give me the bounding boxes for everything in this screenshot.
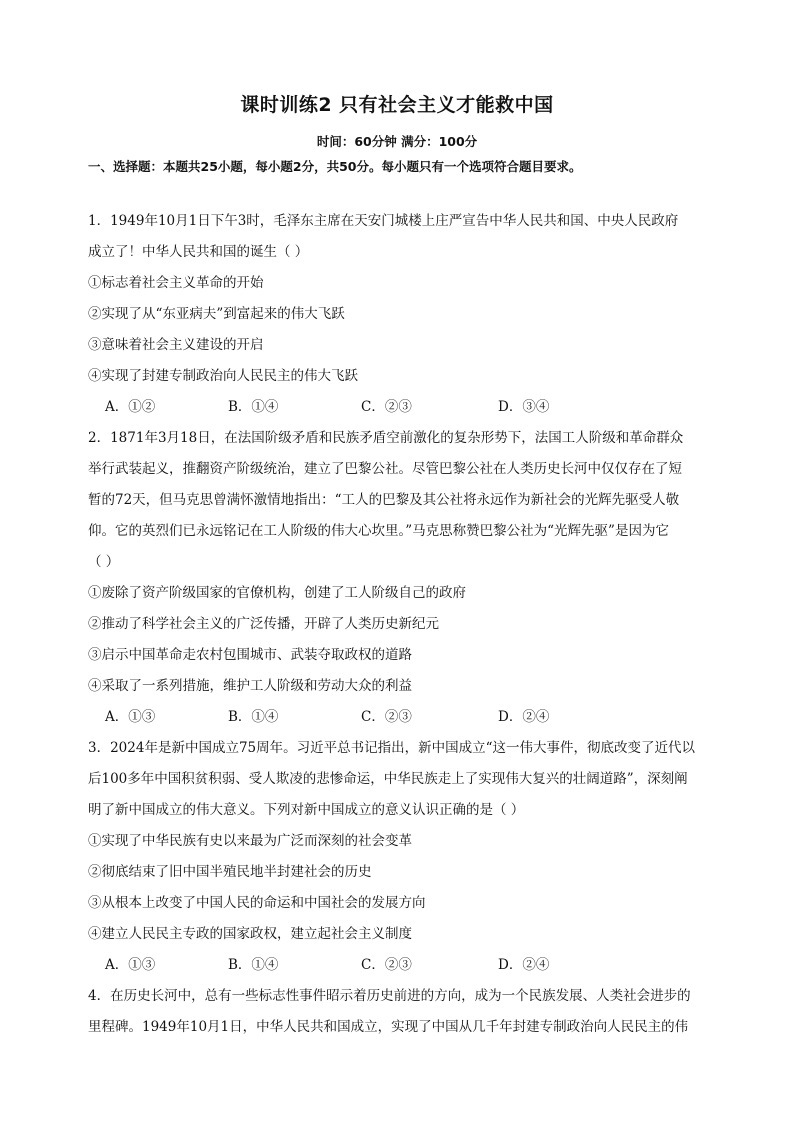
question-3-item: ①实现了中华民族有史以来最为广泛而深刻的社会变革 bbox=[88, 833, 412, 849]
exam-info: 时间：60分钟 满分：100分 bbox=[316, 134, 478, 149]
option-d[interactable]: D．③④ bbox=[498, 399, 550, 415]
question-2-stem-line: 举行武装起义，推翻资产阶级统治，建立了巴黎公社。尽管巴黎公社在人类历史长河中仅仅存在了短 bbox=[88, 461, 682, 477]
question-2-stem-line: 仰。它的英烈们已永远铭记在工人阶级的伟大心坎里。”马克思称赞巴黎公社为“光辉先驱”是因为它 bbox=[88, 523, 669, 539]
question-2-item: ④采取了一系列措施，维护工人阶级和劳动大众的利益 bbox=[88, 678, 412, 694]
question-2-item: ③启示中国革命走农村包围城市、武装夺取政权的道路 bbox=[88, 647, 412, 663]
question-2-options bbox=[105, 708, 705, 726]
section-heading: 一、选择题：本题共25小题，每小题2分，共50分。每小题只有一个选项符合题目要求。 bbox=[88, 159, 582, 174]
option-c[interactable]: C．②③ bbox=[361, 957, 412, 973]
question-3-stem-line: 后100多年中国积贫积弱、受人欺凌的悲惨命运，中华民族走上了实现伟大复兴的壮阔道路”，深刻阐 bbox=[88, 771, 688, 787]
question-3-options bbox=[105, 956, 705, 974]
option-b[interactable]: B．①④ bbox=[228, 399, 279, 415]
option-a[interactable]: A．①③ bbox=[105, 709, 156, 725]
question-1-stem-line: 成立了！中华人民共和国的诞生（ ） bbox=[88, 244, 309, 260]
question-4-stem-line: 4．在历史长河中，总有一些标志性事件昭示着历史前进的方向，成为一个民族发展、人类社会进步的 bbox=[88, 988, 691, 1004]
question-1-item: ④实现了封建专制政治向人民民主的伟大飞跃 bbox=[88, 368, 358, 384]
question-4-stem-line: 里程碑。1949年10月1日，中华人民共和国成立，实现了中国从几千年封建专制政治向人民民主的伟 bbox=[88, 1019, 689, 1035]
page-title: 课时训练2 只有社会主义才能救中国 bbox=[240, 94, 554, 116]
question-1-stem-line: 1．1949年10月1日下午3时，毛泽东主席在天安门城楼上庄严宣告中华人民共和国、中央人民政府 bbox=[88, 213, 679, 229]
option-d[interactable]: D．②④ bbox=[498, 957, 550, 973]
question-2-stem-line: 暂的72天，但马克思曾满怀激情地指出：“工人的巴黎及其公社将永远作为新社会的光辉先驱受人敬 bbox=[88, 492, 680, 508]
option-c[interactable]: C．②③ bbox=[361, 399, 412, 415]
question-2-stem-line: （ ） bbox=[88, 554, 120, 570]
question-2-stem-line: 2．1871年3月18日，在法国阶级矛盾和民族矛盾空前激化的复杂形势下，法国工人阶级和革命群众 bbox=[88, 430, 684, 446]
option-b[interactable]: B．①④ bbox=[228, 957, 279, 973]
question-2-item: ②推动了科学社会主义的广泛传播，开辟了人类历史新纪元 bbox=[88, 616, 439, 632]
option-a[interactable]: A．①② bbox=[105, 399, 156, 415]
question-1-options bbox=[105, 398, 705, 416]
question-1-item: ②实现了从“东亚病夫”到富起来的伟大飞跃 bbox=[88, 306, 345, 322]
question-3-item: ②彻底结束了旧中国半殖民地半封建社会的历史 bbox=[88, 864, 372, 880]
question-2-item: ①废除了资产阶级国家的官僚机构，创建了工人阶级自己的政府 bbox=[88, 585, 466, 601]
question-3-item: ④建立人民民主专政的国家政权，建立起社会主义制度 bbox=[88, 926, 412, 942]
question-3-stem-line: 明了新中国成立的伟大意义。下列对新中国成立的意义认识正确的是（ ） bbox=[88, 802, 525, 818]
question-3-stem-line: 3．2024年是新中国成立75周年。习近平总书记指出，新中国成立“这一伟大事件，彻底改变了近代以 bbox=[88, 740, 696, 756]
question-1-item: ③意味着社会主义建设的开启 bbox=[88, 337, 264, 353]
question-1-item: ①标志着社会主义革命的开始 bbox=[88, 275, 264, 291]
question-3-item: ③从根本上改变了中国人民的命运和中国社会的发展方向 bbox=[88, 895, 426, 911]
option-a[interactable]: A．①③ bbox=[105, 957, 156, 973]
option-c[interactable]: C．②③ bbox=[361, 709, 412, 725]
option-b[interactable]: B．①④ bbox=[228, 709, 279, 725]
option-d[interactable]: D．②④ bbox=[498, 709, 550, 725]
